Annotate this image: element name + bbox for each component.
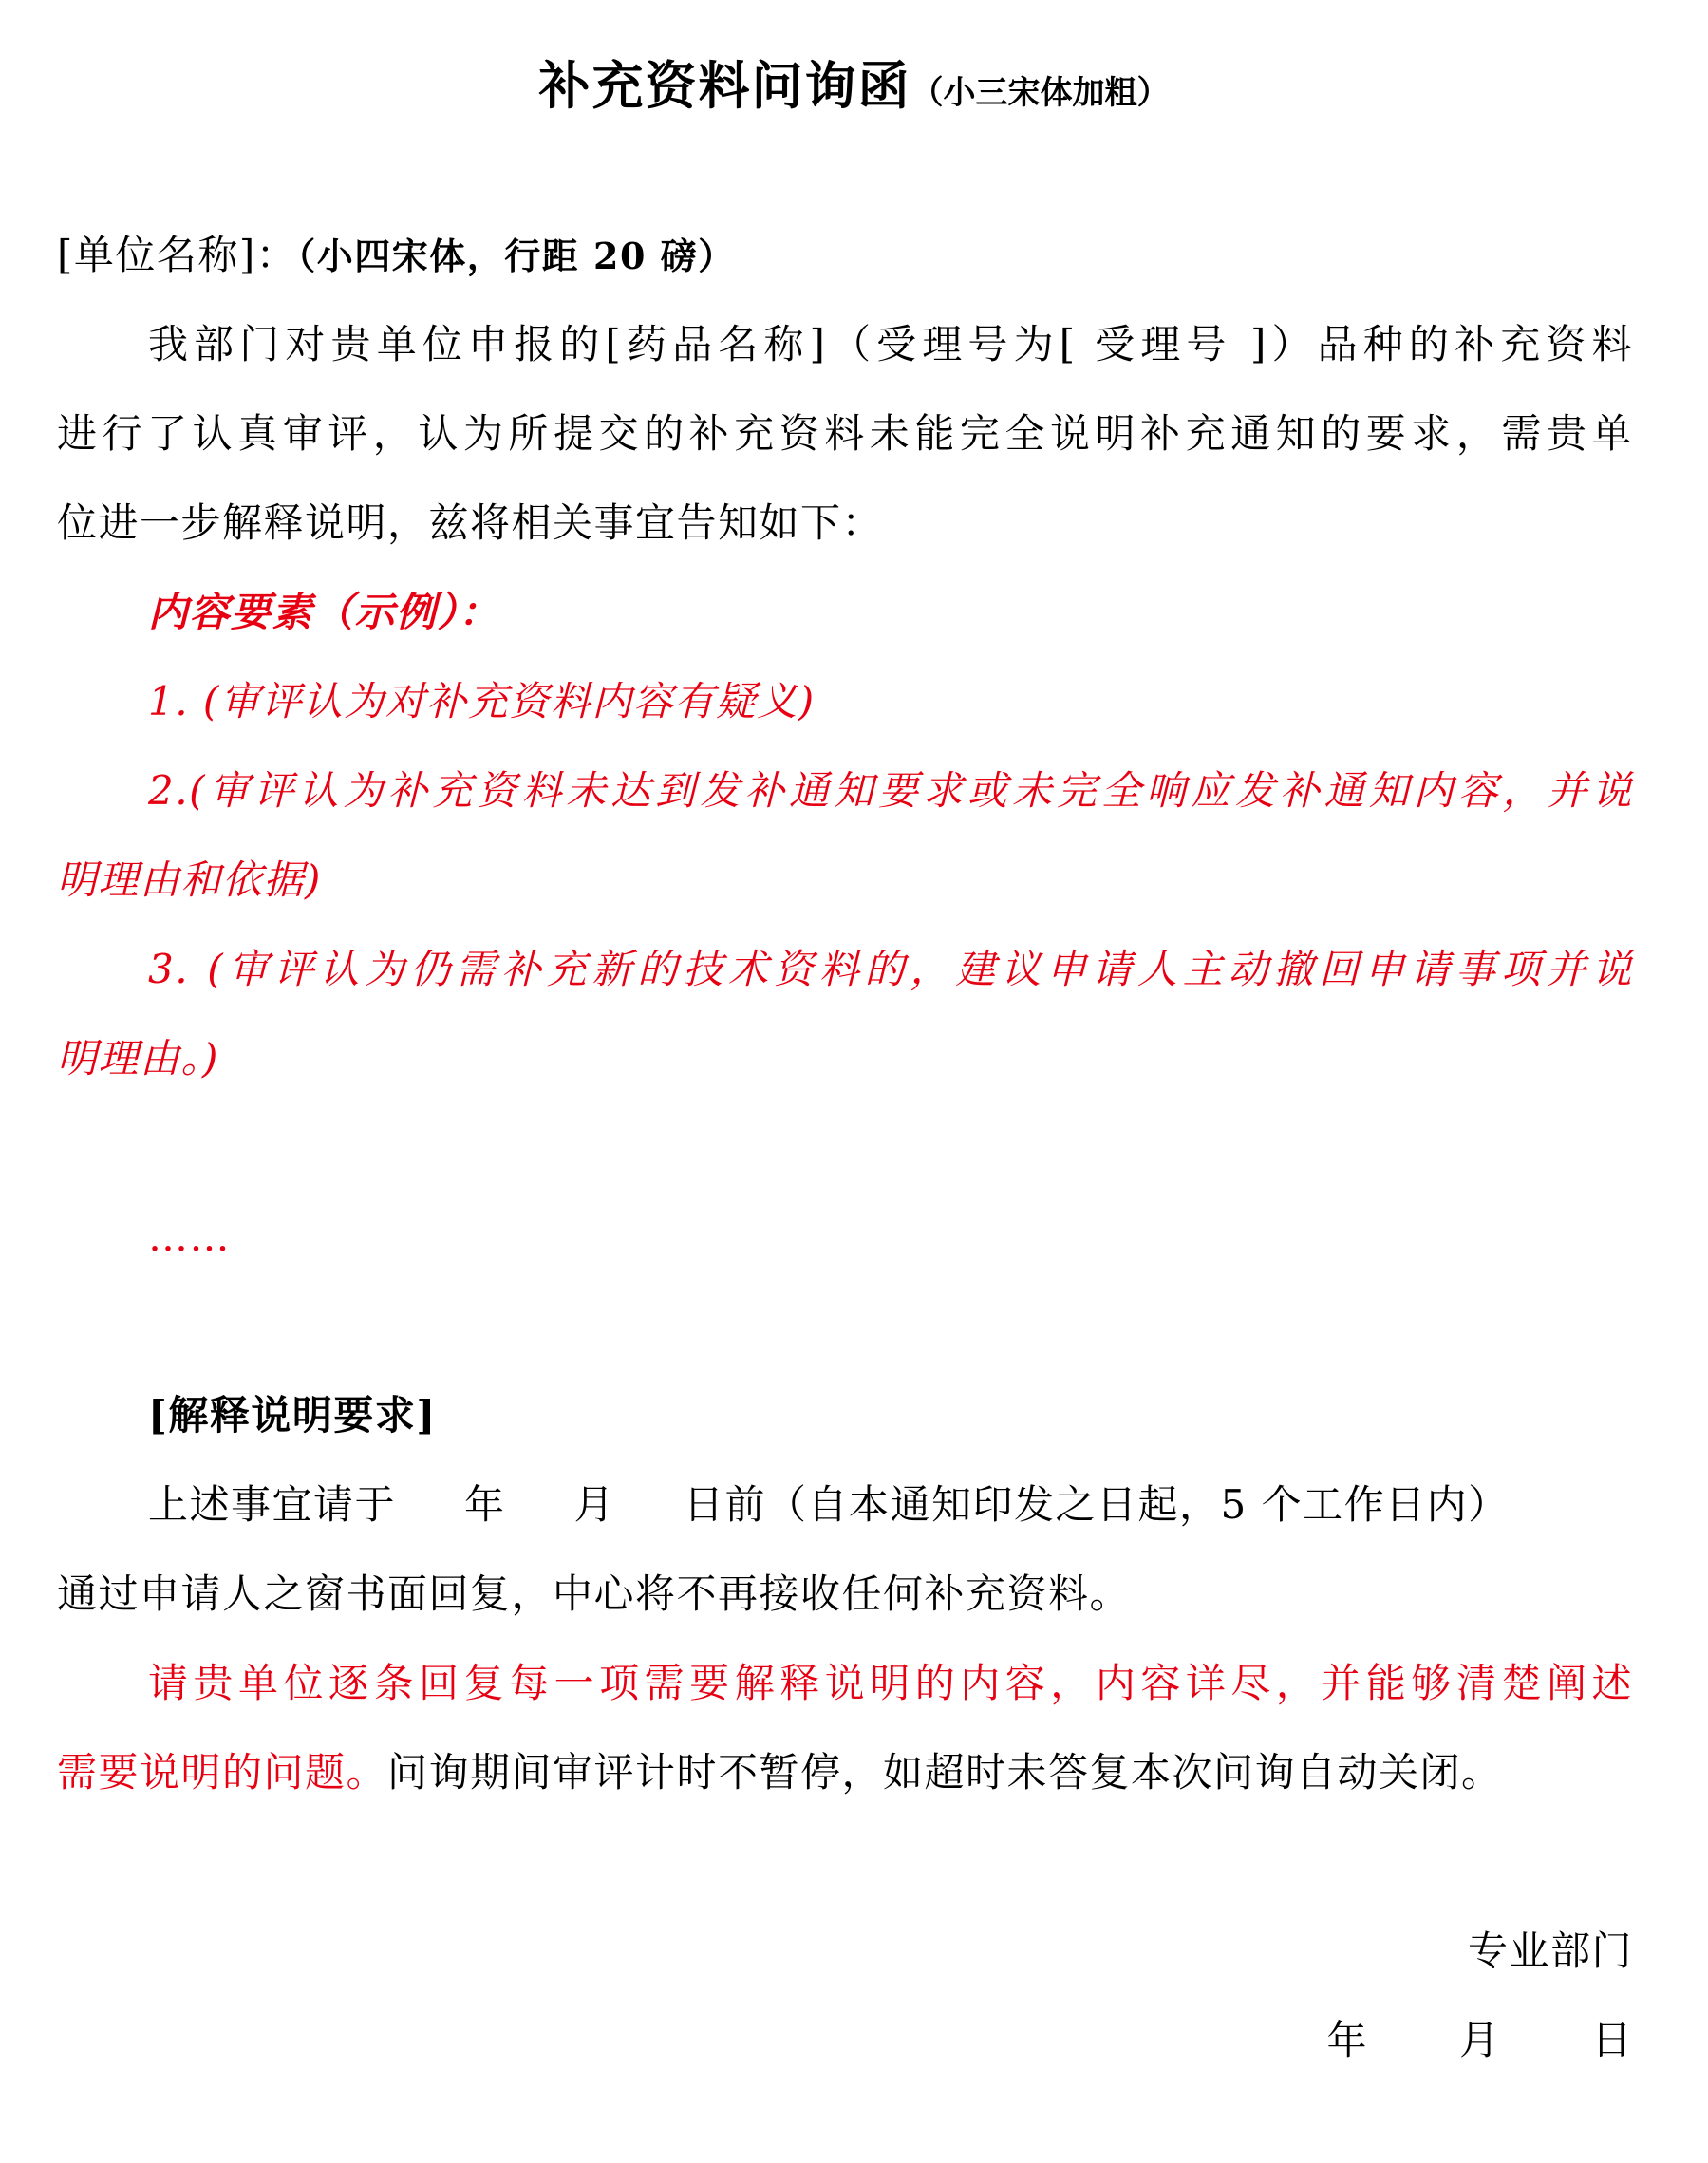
intro-line-1: 我部门对贵单位申报的[药品名称]（受理号为[ 受理号 ]）品种的补充资料 [148, 321, 1633, 367]
salutation [57, 211, 1633, 300]
signature-date [57, 1996, 1633, 2085]
elements-item-3-line-2: 明理由。) [57, 1035, 219, 1082]
signature-day: 日 [1591, 2017, 1633, 2063]
elements-item-2-line-1: 2.(审评认为补充资料未达到发补通知要求或未完全响应发补通知内容，并说 [148, 767, 1633, 814]
spacer [57, 1282, 1633, 1371]
salutation-format-note: （小四宋体，行距 20 磅） [297, 235, 736, 277]
document-title [0, 46, 1708, 119]
elements-heading: 内容要素（示例）： [148, 589, 500, 635]
title-main: 补充资料问询函 [538, 56, 911, 116]
elements-item-1: 1. (审评认为对补充资料内容有疑义) [148, 678, 816, 724]
deadline-suffix: 日前（自本通知印发之日起，5 个工作日内） [684, 1481, 1510, 1528]
deadline-prefix: 上述事宜请于 [148, 1481, 397, 1528]
signature-year: 年 [1326, 2017, 1368, 2063]
spacer [57, 1817, 1633, 1907]
reply-black-text: 问询期间审评计时不暂停，如超时未答复本次问询自动关闭。 [387, 1749, 1503, 1796]
title-format-note: （小三宋体加粗） [910, 74, 1170, 112]
requirements-deadline-line-2: 通过申请人之窗书面回复，中心将不再接收任何补充资料。 [57, 1571, 1132, 1617]
deadline-month: 月 [573, 1481, 616, 1528]
document-body [57, 211, 1633, 2085]
salutation-org: [单位名称]： [57, 232, 298, 278]
reply-red-text: 需要说明的问题。 [57, 1749, 388, 1796]
intro-line-2: 进行了认真审评，认为所提交的补充资料未能完全说明补充通知的要求，需贵单 [57, 410, 1633, 457]
requirements-reply-line-1: 请贵单位逐条回复每一项需要解释说明的内容，内容详尽，并能够清楚阐述 [148, 1660, 1633, 1706]
signature-department: 专业部门 [1467, 1928, 1633, 1974]
requirements-deadline-line [57, 1460, 1633, 1550]
requirements-reply-line-2 [57, 1728, 1633, 1817]
intro-line-3: 位进一步解释说明，兹将相关事宜告知如下： [57, 499, 884, 546]
requirements-heading: [解释说明要求] [148, 1392, 437, 1439]
elements-item-2-line-2: 明理由和依据) [57, 856, 322, 903]
spacer [57, 1103, 1633, 1193]
elements-item-3-line-1: 3. (审评认为仍需补充新的技术资料的，建议申请人主动撤回申请事项并说 [148, 946, 1633, 992]
elements-ellipsis: …… [148, 1213, 231, 1260]
deadline-year: 年 [464, 1481, 506, 1528]
signature-month: 月 [1458, 2017, 1501, 2063]
